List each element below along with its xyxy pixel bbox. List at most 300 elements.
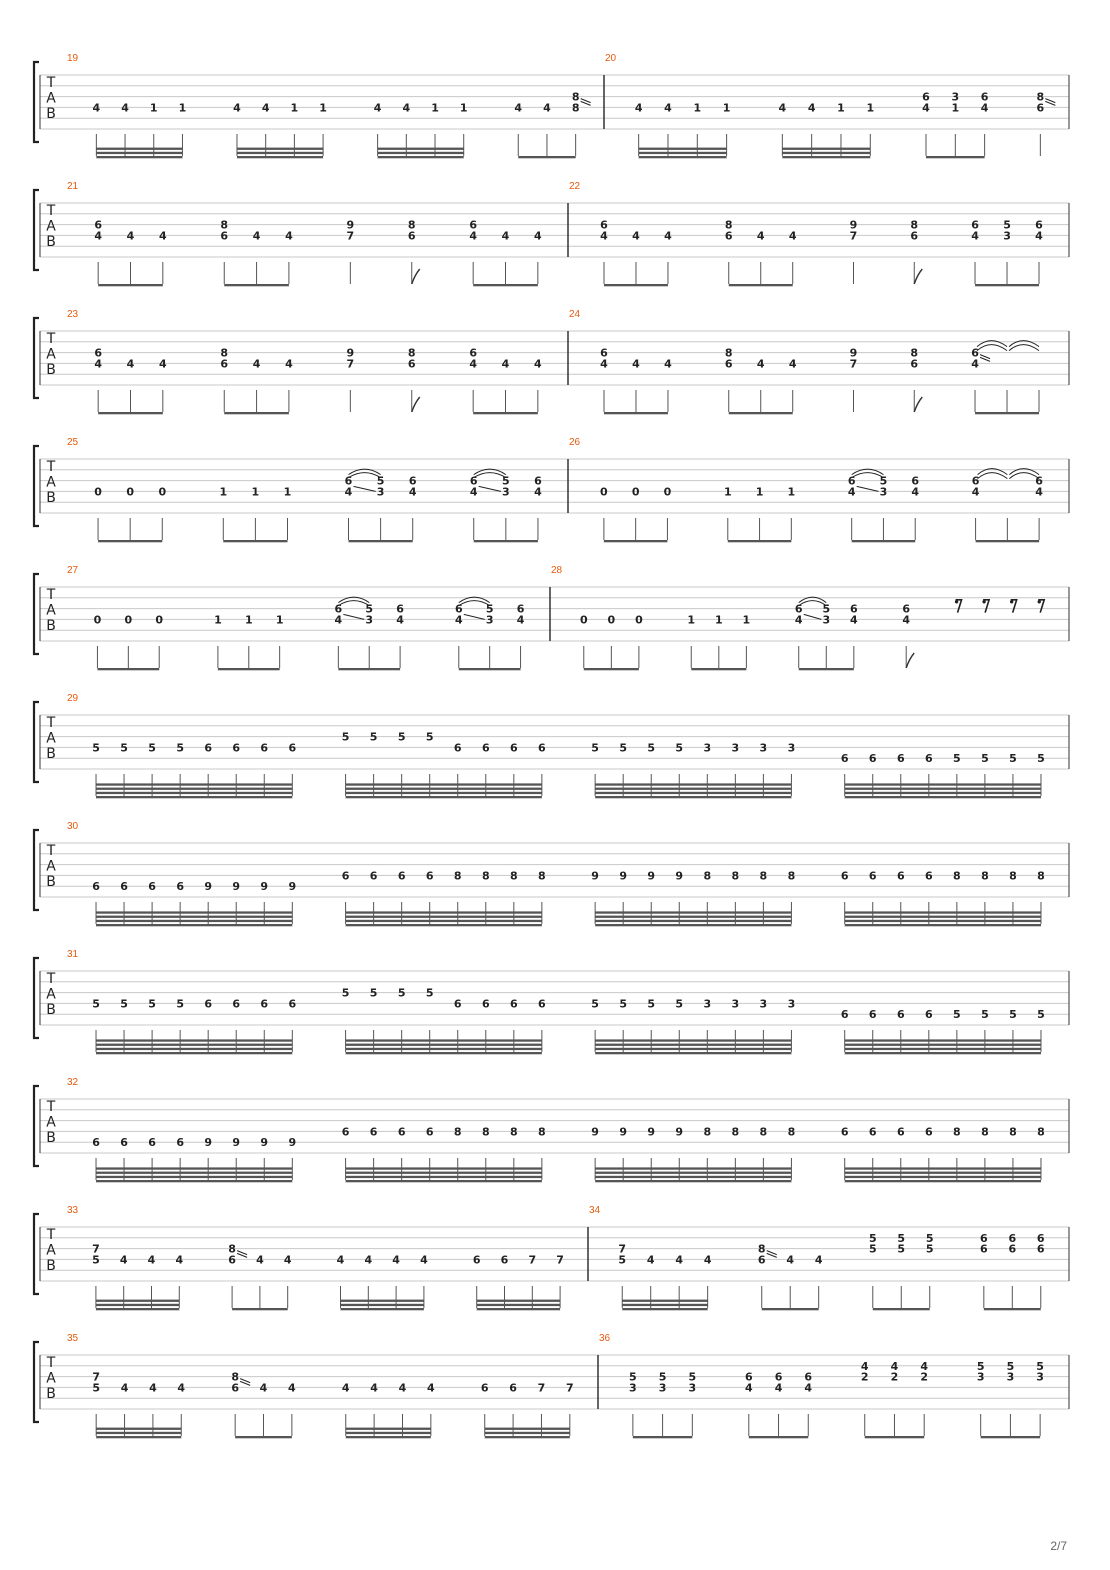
fret-number: 5 [629,1370,637,1384]
note-beam [595,1167,791,1169]
fret-number: 6 [868,752,877,766]
fret-number: 6 [979,1231,988,1245]
fret-number: 5 [148,997,156,1011]
fret-number: 9 [260,880,269,894]
measure-number: 28 [551,565,563,576]
fret-number: 5 [868,1231,877,1245]
tab-clef-letter: T [46,1099,56,1115]
note-beam [845,1167,1041,1169]
fret-number: 4 [902,613,911,627]
fret-number: 6 [509,1381,517,1395]
fret-number: 4 [664,357,672,371]
fret-number: 4 [398,1381,407,1395]
fret-number: 6 [538,997,546,1011]
fret-number: 6 [408,474,417,488]
fret-number: 0 [631,485,640,499]
fret-number: 6 [868,1125,877,1139]
fret-number: 3 [976,1370,985,1384]
tab-clef-letter: A [46,218,56,235]
fret-number: 6 [397,869,406,883]
fret-number: 7 [537,1381,546,1395]
tab-clef-letter: T [46,1227,56,1243]
tab-clef-letter: T [46,331,56,347]
note-beam [782,152,870,154]
fret-number: 5 [897,1231,906,1245]
note-beam [595,1048,791,1050]
fret-number: 6 [94,346,102,360]
fret-number: 6 [922,90,930,104]
fret-number: 4 [971,357,979,371]
fret-number: 4 [814,1253,823,1267]
fret-number: 4 [664,101,672,115]
note-beam [232,1308,288,1310]
fret-number: 5 [120,997,128,1011]
note-beam [595,1044,791,1046]
fret-number: 5 [502,474,510,488]
system-bracket [34,190,39,270]
fret-number: 6 [757,1253,766,1267]
fret-number: 5 [688,1370,697,1384]
note-beam [845,911,1041,913]
note-beam [96,1428,181,1430]
fret-number: 4 [94,229,102,243]
fret-number: 8 [724,218,733,232]
slide-mark [479,486,501,491]
fret-number: 1 [755,485,764,499]
fret-number: 6 [481,997,490,1011]
hammer-on-arc [349,473,381,478]
note-beam [477,1304,560,1306]
fret-number: 4 [788,357,797,371]
fret-number: 6 [1036,101,1045,115]
fret-number: 6 [902,602,911,616]
note-beam [485,1436,570,1438]
fret-number: 1 [275,613,284,627]
fret-number: 9 [619,1125,628,1139]
note-beam [96,792,292,794]
fret-number: 5 [1006,1359,1015,1373]
fret-number: 0 [635,613,643,627]
note-beam [639,152,727,154]
fret-number: 1 [214,613,222,627]
fret-number: 4 [177,1381,186,1395]
tie-arc [978,473,1008,479]
fret-number: 5 [120,741,128,755]
fret-number: 6 [425,869,434,883]
system-bracket [34,1214,39,1294]
fret-number: 0 [126,485,134,499]
system-bracket [34,1342,39,1422]
fret-number: 6 [979,1242,988,1256]
fret-number: 8 [981,1125,989,1139]
fret-number: 4 [334,613,343,627]
measure-number: 29 [67,693,79,704]
fret-number: 6 [220,357,229,371]
fret-number: 4 [158,229,167,243]
fret-number: 4 [516,613,525,627]
fret-number: 1 [244,613,253,627]
fret-number: 4 [256,1253,264,1267]
fret-number: 6 [840,869,849,883]
fret-number: 8 [724,346,733,360]
fret-number: 8 [787,869,796,883]
fret-number: 6 [794,602,803,616]
note-beam [845,924,1041,926]
note-beam [975,284,1039,286]
fret-number: 1 [714,613,723,627]
fret-number: 5 [92,1381,101,1395]
note-beam [604,284,668,286]
fret-number: 6 [120,1136,128,1150]
tab-clef-letter: B [46,874,56,890]
fret-number: 6 [204,997,213,1011]
fret-number: 8 [509,869,518,883]
note-beam [96,1180,292,1182]
measure-number: 23 [67,309,79,320]
note-beam [346,1039,542,1041]
note-beam [845,1172,1041,1174]
fret-number: 6 [774,1370,783,1384]
note-beam [473,412,538,414]
fret-number: 5 [425,730,434,744]
rest-symbol [955,600,958,603]
fret-number: 4 [364,1253,373,1267]
fret-number: 4 [543,101,551,115]
note-beam [96,1044,292,1046]
tab-clef-letter: A [46,90,56,107]
fret-number: 4 [804,1381,813,1395]
fret-number: 6 [288,741,297,755]
fret-number: 6 [924,869,933,883]
fret-number: 7 [849,357,858,371]
fret-number: 8 [757,1242,766,1256]
fret-number: 6 [924,1125,933,1139]
note-beam [845,920,1041,922]
fret-number: 5 [925,1242,934,1256]
tab-clef-letter: T [46,587,56,603]
tab-clef-letter: T [46,75,56,91]
fret-number: 6 [334,602,343,616]
note-beam [349,540,413,542]
fret-number: 6 [911,474,920,488]
fret-number: 1 [290,101,299,115]
fret-number: 9 [232,1136,241,1150]
note-flag [412,397,420,412]
note-beam [604,412,668,414]
fret-number: 9 [346,346,355,360]
fret-number: 6 [407,229,416,243]
fret-number: 5 [176,997,184,1011]
fret-number: 5 [1037,752,1045,766]
fret-number: 7 [346,357,355,371]
fret-number: 6 [1035,474,1043,488]
fret-number: 6 [425,1125,434,1139]
note-beam [477,1300,560,1302]
system-bracket [34,1086,39,1166]
fret-number: 5 [425,986,434,1000]
fret-number: 5 [485,602,494,616]
fret-number: 1 [722,101,731,115]
fret-number: 6 [600,218,608,232]
fret-number: 7 [556,1253,564,1267]
note-beam [845,788,1041,790]
system-bracket [34,446,39,526]
note-beam [633,1436,692,1438]
fret-number: 5 [868,1242,877,1256]
fret-number: 3 [759,741,768,755]
fret-number: 4 [664,229,672,243]
fret-number: 5 [897,1242,906,1256]
note-beam [96,783,292,785]
fret-number: 6 [396,602,404,616]
note-beam [728,540,792,542]
fret-number: 8 [571,101,580,115]
fret-number: 4 [336,1253,345,1267]
fret-number: 4 [341,1381,350,1395]
fret-number: 6 [896,869,905,883]
fret-number: 4 [971,485,980,499]
fret-number: 3 [658,1381,667,1395]
fret-number: 6 [1036,1242,1045,1256]
note-beam [518,156,575,158]
note-beam [96,148,182,150]
note-beam [595,1039,791,1041]
note-beam [595,1052,791,1054]
note-beam [584,668,639,670]
fret-number: 5 [397,730,406,744]
note-flag [914,269,922,284]
fret-number: 6 [92,880,100,894]
fret-number: 6 [896,1008,905,1022]
rest-symbol [1010,600,1013,603]
system-bracket [34,958,39,1038]
fret-number: 5 [92,1253,100,1267]
measure-number: 35 [67,1333,79,1344]
fret-number: 5 [619,997,628,1011]
fret-number: 9 [647,1125,656,1139]
fret-number: 4 [788,229,797,243]
fret-number: 8 [953,1125,961,1139]
note-beam [691,668,746,670]
fret-number: 7 [618,1242,627,1256]
fret-number: 3 [376,485,385,499]
fret-number: 6 [469,218,478,232]
fret-number: 6 [724,357,733,371]
fret-number: 4 [890,1359,899,1373]
fret-number: 4 [807,101,816,115]
note-beam [237,152,323,154]
fret-number: 4 [392,1253,400,1267]
fret-number: 8 [731,869,740,883]
fret-number: 5 [953,752,961,766]
note-flag [412,269,420,284]
tab-clef-letter: B [46,1386,56,1402]
fret-number: 4 [420,1253,428,1267]
note-beam [595,788,791,790]
note-beam [96,1039,292,1041]
tab-clef-letter: A [46,602,56,619]
fret-number: 6 [850,602,858,616]
fret-number: 6 [840,1008,849,1022]
fret-number: 8 [731,1125,740,1139]
tab-clef-letter: A [46,1242,56,1259]
tab-clef-letter: A [46,1370,56,1387]
note-beam [639,148,727,150]
note-beam [845,1039,1041,1041]
fret-number: 8 [481,869,490,883]
fret-number: 3 [1003,229,1011,243]
note-beam [96,1304,179,1306]
note-beam [845,796,1041,798]
note-beam [477,1308,560,1310]
fret-number: 5 [675,741,684,755]
fret-number: 0 [94,485,102,499]
fret-number: 4 [756,229,765,243]
fret-number: 6 [509,997,518,1011]
fret-number: 8 [571,90,580,104]
fret-number: 3 [731,997,740,1011]
note-beam [782,148,870,150]
fret-number: 6 [260,741,269,755]
measure-number: 32 [67,1077,79,1088]
fret-number: 6 [176,880,184,894]
fret-number: 6 [500,1253,509,1267]
fret-number: 6 [840,1125,849,1139]
fret-number: 4 [980,101,989,115]
fret-number: 5 [925,1231,934,1245]
fret-number: 5 [618,1253,627,1267]
fret-number: 8 [1036,90,1045,104]
fret-number: 4 [971,229,979,243]
tab-clef-letter: B [46,234,56,250]
note-beam [473,284,538,286]
fret-number: 9 [647,869,656,883]
fret-number: 0 [93,613,102,627]
note-beam [97,668,159,670]
fret-number: 4 [534,229,542,243]
fret-number: 7 [92,1242,100,1256]
fret-number: 8 [481,1125,490,1139]
measure-number: 36 [599,1333,611,1344]
tab-clef-letter: A [46,474,56,491]
fret-number: 9 [675,869,684,883]
fret-number: 4 [126,357,135,371]
fret-number: 1 [723,485,732,499]
note-beam [622,1300,707,1302]
fret-number: 4 [469,485,478,499]
fret-number: 4 [370,1381,378,1395]
note-flag [906,653,914,668]
note-beam [346,783,542,785]
fret-number: 7 [346,229,355,243]
fret-number: 4 [126,229,135,243]
fret-number: 6 [896,1125,905,1139]
note-beam [852,540,916,542]
measure-number: 34 [589,1205,601,1216]
fret-number: 6 [228,1253,236,1267]
fret-number: 1 [951,101,960,115]
fret-number: 6 [910,357,919,371]
fret-number: 5 [92,741,100,755]
fret-number: 1 [459,101,468,115]
fret-number: 4 [288,1381,296,1395]
fret-number: 5 [369,986,378,1000]
fret-number: 6 [971,346,979,360]
tab-clef-letter: A [46,858,56,875]
fret-number: 6 [1035,218,1043,232]
note-beam [346,920,542,922]
note-flag [914,397,922,412]
measure-number: 20 [605,53,617,64]
fret-number: 8 [453,1125,462,1139]
fret-number: 4 [774,1381,783,1395]
fret-number: 5 [953,1008,961,1022]
fret-number: 4 [600,229,608,243]
fret-number: 8 [407,218,416,232]
fret-number: 4 [469,229,478,243]
note-beam [346,792,542,794]
note-beam [223,540,287,542]
fret-number: 5 [341,986,350,1000]
fret-number: 4 [634,101,643,115]
note-beam [729,412,793,414]
fret-number: 5 [369,730,378,744]
note-beam [96,916,292,918]
fret-number: 4 [632,229,640,243]
note-beam [346,1052,542,1054]
fret-number: 6 [980,90,989,104]
note-beam [378,156,464,158]
fret-number: 4 [92,101,101,115]
note-beam [595,1172,791,1174]
fret-number: 6 [534,474,542,488]
fret-number: 4 [261,101,270,115]
note-beam [845,1044,1041,1046]
note-beam [459,668,521,670]
note-beam [595,783,791,785]
measure-number: 26 [569,437,581,448]
fret-number: 8 [407,346,416,360]
note-beam [237,148,323,150]
fret-number: 6 [924,752,933,766]
fret-number: 6 [1036,1231,1045,1245]
note-beam [595,1176,791,1178]
fret-number: 6 [724,229,733,243]
note-beam [98,284,163,286]
fret-number: 3 [1006,1370,1015,1384]
fret-number: 3 [759,997,768,1011]
note-beam [485,1428,570,1430]
note-beam [378,148,464,150]
fret-number: 6 [148,1136,156,1150]
note-beam [845,1052,1041,1054]
fret-number: 6 [910,229,919,243]
fret-number: 4 [120,1381,129,1395]
note-beam [341,1308,424,1310]
note-beam [873,1308,930,1310]
fret-number: 1 [431,101,439,115]
fret-number: 1 [219,485,228,499]
fret-number: 9 [591,1125,599,1139]
note-beam [346,788,542,790]
fret-number: 6 [341,869,350,883]
fret-number: 2 [920,1370,929,1384]
fret-number: 6 [453,997,462,1011]
fret-number: 6 [840,752,849,766]
fret-number: 9 [346,218,355,232]
fret-number: 4 [283,1253,292,1267]
fret-number: 4 [786,1253,795,1267]
